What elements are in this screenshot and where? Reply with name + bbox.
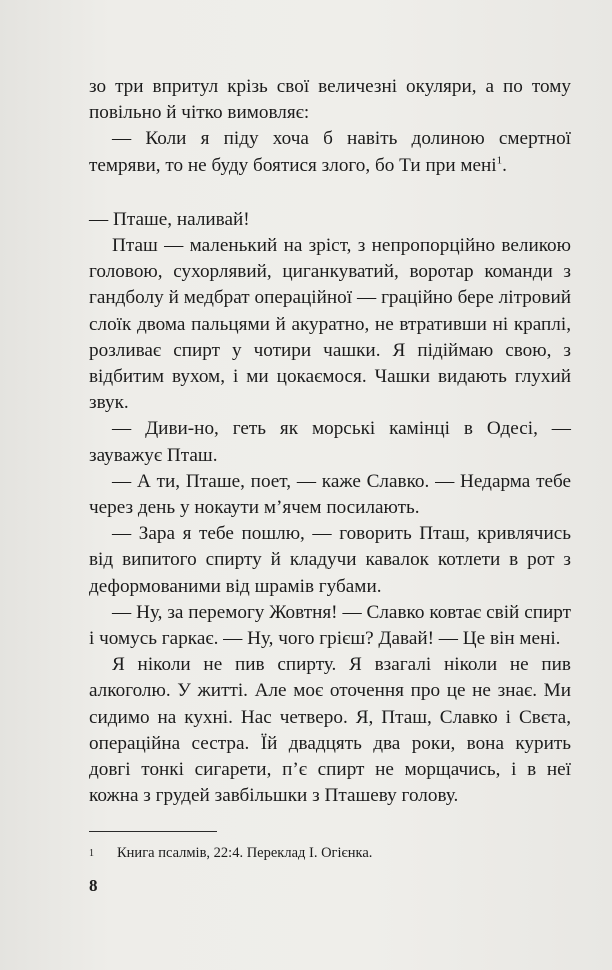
paragraph-psalm-quote [89,126,571,178]
footnote [89,843,571,863]
paragraph-dialogue: — Ну, за перемогу Жовтня! — Славко ковтає свій спирт і чомусь гаркає. — Ну, чого грієш? Давай! — Це він мені. [89,601,571,650]
body-text [89,74,571,809]
paragraph-narration: Пташ — маленький на зріст, з непропорційно великою головою, сухорлявий, циганкуватий, воротар команди з гандболу й медбрат операційної — граційно бере літровий слоїк двома пальцями й акуратно, не втративши ні краплі, розливає спирт у чотири чашки. Я підіймаю свою, з відбитим вухом, і ми цокаємося. Чашки видають глухий звук. [89,235,571,414]
psalm-quote-period: . [502,154,507,176]
footnote-mark: 1 [89,848,94,859]
paragraph-dialogue: — А ти, Пташе, поет, — каже Славко. — Недарма тебе через день у нокаути м’ячем посилають. [89,470,571,519]
footnote-text: Книга псалмів, 22:4. Переклад І. Огієнка. [117,845,373,861]
paragraph-dialogue: — Зара я тебе пошлю, — говорить Пташ, кривлячись від випитого спирту й кладучи кавалок котлети в рот з деформованими від шрамів губами. [89,523,571,597]
psalm-quote-text: — Коли я піду хоча б навіть долиною смертної темряви, то не буду боятися злого, бо Ти при мені [89,128,571,176]
footnote-reference: 1 [496,154,503,167]
paragraph-narration: Я ніколи не пив спирту. Я взагалі ніколи не пив алкоголю. У житті. Але моє оточення про це не знає. Ми сидимо на кухні. Нас четверо. Я, Пташ, Славко і Свєта, операційна сестра. Їй двадцять два роки, вона курить довгі тонкі сигарети, п’є спирт не морщачись, і в неї кожна з грудей завбільшки з Пташеву голову. [89,654,571,807]
page-number: 8 [89,876,98,895]
paragraph-continuation: зо три впритул крізь свої величезні окуляри, а по тому повільно й чітко вимовляє: [89,76,571,124]
section-gap [89,179,571,207]
paragraph-dialogue: — Диви-но, геть як морські камінці в Одесі, — зауважує Пташ. [89,418,571,466]
paragraph-dialogue: — Пташе, наливай! [89,208,250,230]
footnote-divider [89,831,217,832]
